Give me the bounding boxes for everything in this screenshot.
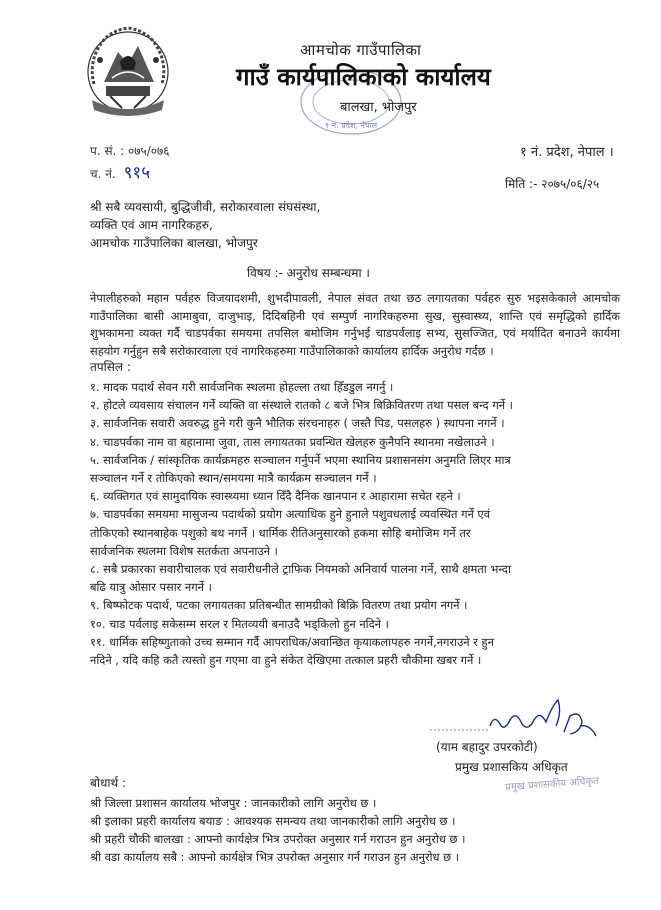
list-item: ३. सार्वजनिक सवारी अवरुद्ध हुने गरी कुनै भौतिक संरचनाहरु ( जस्तै पिड, पसलहरु ) स्थापना नगर्ने । <box>90 416 505 431</box>
list-item: सञ्चालन गर्ने र तोकिएको स्थान/समयमा मात्रै कार्यक्रम सञ्चालन गर्ने । <box>90 471 377 486</box>
list-item: सार्वजनिक स्थलमा विशेष सतर्कता अपनाउने । <box>90 543 278 558</box>
handwritten-signature <box>430 696 600 742</box>
address-line: श्री सबै व्यवसायी, बुद्धिजीवी, सरोकारवाला संघसंस्था, <box>90 200 321 214</box>
office-address: बालखा, भोजपुर <box>340 100 417 115</box>
list-item: २. होटले व्यवसाय संचालन गर्ने व्यक्ति वा संस्थाले रातको ८ बजे भित्र बिक्रिवितरण तथा पसल बन्द गर्ने । <box>90 398 513 413</box>
request-list <box>90 378 620 669</box>
address-line: आमचोक गाउँपालिका बालखा, भोजपुर <box>90 236 258 250</box>
signatory-name: (याम बहादुर उपरकोटी) <box>436 740 538 754</box>
signatory-stamp: प्रमुख प्रशासकीय अधिकृत <box>504 775 600 794</box>
signatory-title: प्रमुख प्रशासकिय अधिकृत <box>455 760 568 774</box>
cc-label: बोधार्थ : <box>90 776 126 790</box>
list-item: बढि यात्रु ओसार पसार नगर्ने । <box>90 580 212 595</box>
dispatch-number <box>90 160 150 183</box>
details-label: तपसिल : <box>90 360 131 374</box>
cc-line: श्री जिल्ला प्रशासन कार्यालय भोजपुर : जानकारीको लागि अनुरोध छ । <box>90 796 377 810</box>
list-item: ९. बिष्फोटक पदार्थ, पटका लगायतका प्रतिबन्धीत सामग्रीको बिक्रि वितरण तथा प्रयोग नगर्ने । <box>90 598 468 613</box>
cc-line: श्री इलाका प्रहरी कार्यालय बयाङ : आवश्यक समन्वय तथा जानकारीको लागि अनुरोध छ । <box>90 814 456 828</box>
list-item: ४. चाडपर्वका नाम वा बहानामा जुवा, तास लगायतका प्रवन्धित खेलहरु कुनैपनि स्थानमा नखेलाउने । <box>90 434 495 449</box>
list-item: ११. धार्मिक सहिष्णुताको उच्च सम्मान गर्दै आपराधिक/अवान्छित कृयाकलापहरु नगर्ने,नगराउने र हुन <box>90 634 494 649</box>
list-item: तोकिएको स्थानबाहेक पशुको बध नगर्ने । धार्मिक रीतिअनुसारको हकमा सोहि बमोजिम गर्ने तर <box>90 525 471 540</box>
nepal-emblem-icon <box>82 22 174 122</box>
cc-line: श्री प्रहरी चौकी बालखा : आफ्नो कार्यक्षेत्र भित्र उपरोक्त अनुसार गर्न गराउन हुन अनुरोध छ । <box>90 832 466 846</box>
letter-subject: विषय :- अनुरोध सम्बन्धमा । <box>247 266 370 280</box>
list-item: १. मादक पदार्थ सेवन गरी सार्वजनिक स्थलमा होहल्ला तथा हिँडडुल नगर्नु । <box>90 380 394 394</box>
letter-date: मिति :- २०७५/०६/२५ <box>505 177 600 191</box>
dispatch-label: च. नं. <box>90 167 116 181</box>
list-item: ६. व्यक्तिगत एवं सामुदायिक स्वास्थ्यमा ध्यान दिँदै दैनिक खानपान र आहारामा सचेत रहने । <box>90 489 461 504</box>
dispatch-value: ९१५ <box>123 163 151 183</box>
stamp-text: १ नं. प्रदेश, नेपाल <box>324 121 378 130</box>
list-item: ८. सबै प्रकारका सवारीचालक एवं सवारीधनीले ट्राफिक नियमको अनिवार्य पालना गर्ने, साथै क्षमता भन्दा <box>90 562 511 577</box>
address-line: व्यक्ति एवं आम नागरिकहरु, <box>90 218 213 232</box>
list-item: नदिने , यदि कहि कतै त्यस्तो हुन गएमा वा हुने संकेत देखिएमा तत्काल प्रहरी चौकीमा खबर गर्ने । <box>90 653 482 668</box>
letter-body: नेपालीहरुको महान पर्वहरु विजयादशमी, शुभदीपावली, नेपाल संवत तथा छठ लगायतका पर्वहरु सुरु भइसकेकाले आमचोक गाउँपालिका बासी आमाबुवा, दाजुभाइ, दिदिबहिनी एवं सम्पुर्ण नागरिकहरुमा सुख, सुस्वास्थ्य, शान्ति एवं समृद्धिको हार्दिक शुभकामना व्यक्त गर्दै चाडपर्वका समयमा तपसिल बमोजिम गर्नुभई चाडपर्वलाइ सभ्य, सुसज्जित, एवं मर्यादित बनाउने कार्यमा सहयोग गर्नुहुन सबै सरोकारवाला एवं नागरिकहरुमा गाउँपालिकाको कार्यालय हार्दिक अनुरोध गर्दछ । <box>90 291 620 358</box>
province-label: १ नं. प्रदेश, नेपाल । <box>520 145 614 160</box>
office-name: गाउँ कार्यपालिकाको कार्यालय <box>236 63 491 91</box>
municipality-name: आमचोक गाउँपालिका <box>300 41 422 59</box>
reference-number: प. सं. : ०७५/०७६ <box>90 144 170 158</box>
list-item: ५. सार्वजनिक / सांस्कृतिक कार्यक्रमहरु सञ्चालन गर्नुपर्ने भएमा स्थानिय प्रशासनसंग अनुमति लिएर मात्र <box>90 452 511 467</box>
list-item: १०. चाड पर्वलाइ सकेसम्म सरल र मितव्ययी बनाउदै भड्किलो हुन नदिने । <box>90 616 389 631</box>
list-item: ७. चाडपर्वका समयमा मासुजन्य पदार्थको प्रयोग अत्याधिक हुने हुनाले पशुवधलाई व्यवस्थित गर्ने एवं <box>90 507 491 522</box>
cc-line: श्री वडा कार्यालय सबै : आफ्नो कार्यक्षेत्र भित्र उपरोक्त अनुसार गर्न गराउन हुन अनुरोध छ । <box>90 850 460 864</box>
